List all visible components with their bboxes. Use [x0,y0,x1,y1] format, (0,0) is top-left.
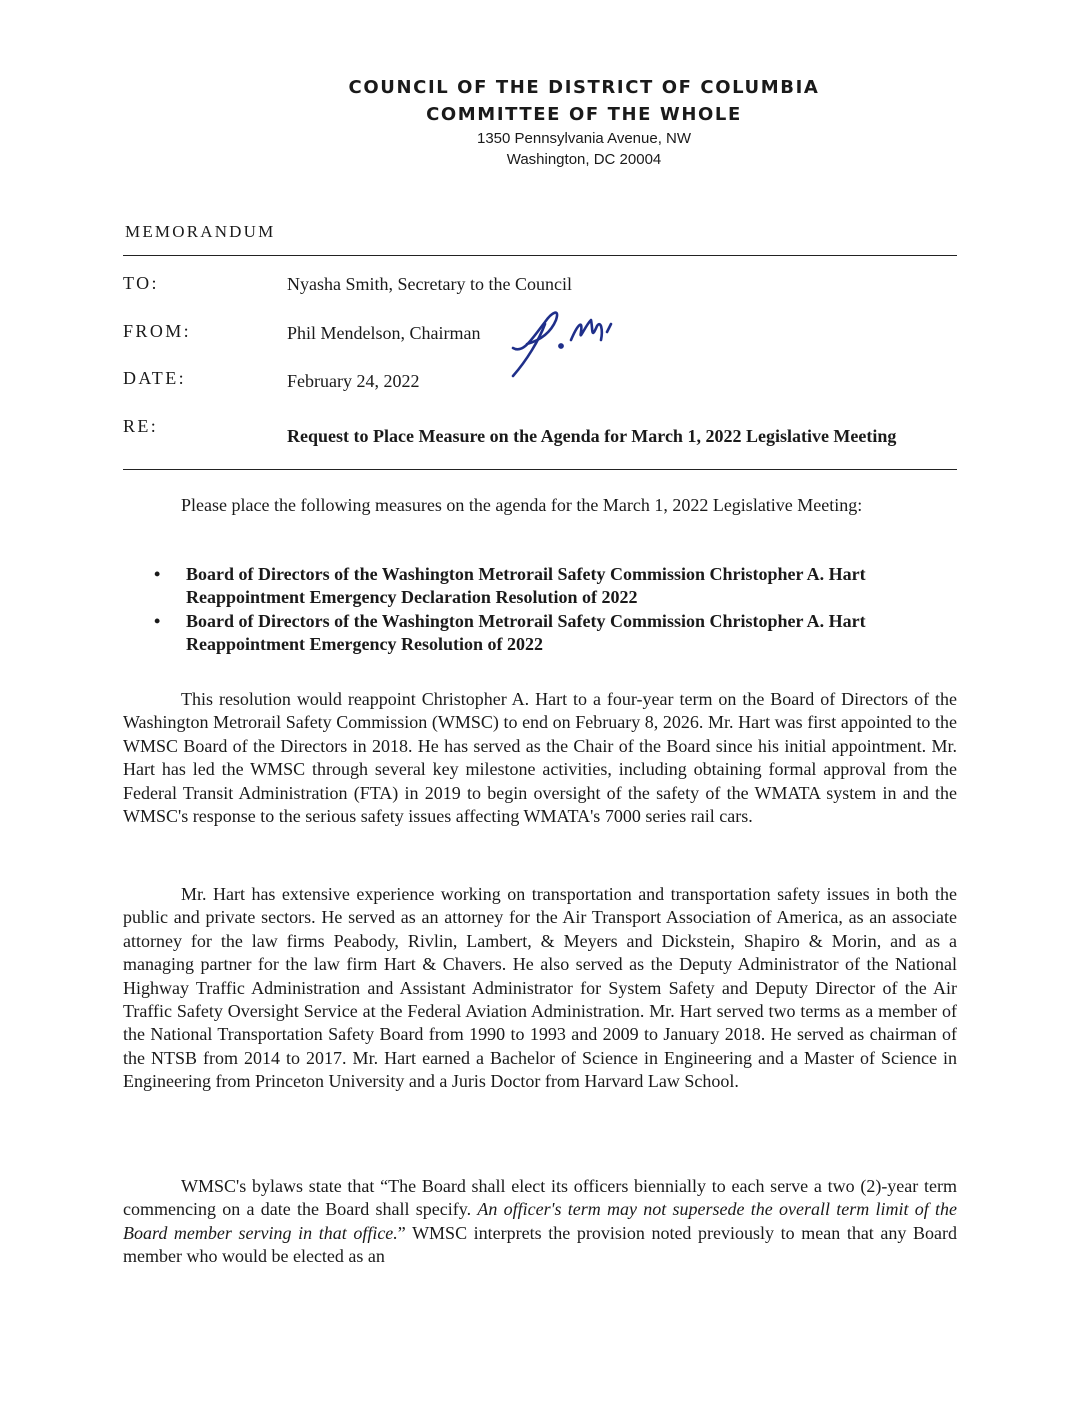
measure-title: Board of Directors of the Washington Metrorail Safety Commission Christopher A. Hart Reappointment Emergency Resolution of 2022 [186,611,866,654]
to-value: Nyasha Smith, Secretary to the Council [287,274,572,294]
committee-name: COMMITTEE OF THE WHOLE [426,104,742,125]
bullet-icon: • [154,611,161,631]
paragraph-text: ” WMSC interprets the provision noted previously to mean that any Board member who would be elected as an [123,1222,957,1267]
memorandum-label: MEMORANDUM [125,222,276,241]
list-item [150,610,958,656]
list-item [150,563,958,609]
paragraph-reappointment [123,688,957,828]
paragraph-text: This resolution would reappoint Christopher A. Hart to a four-year term on the Board of Directors of the Washington Metrorail Safety Commission (WMSC) to end on February 8, 2026. Mr. Hart was first appointed to the WMSC Board of the Directors in 2018. He has served as the Chair of the Board since his initial appointment. Mr. Hart has led the WMSC through several key milestone activities, including obtaining formal approval from the Federal Transit Administration (FTA) in 2019 to begin oversight of the safety of the WMATA system in and the WMSC's response to the serious safety issues affecting WMATA's 7000 series rail cars. [123,689,957,827]
header-top-rule [123,255,957,256]
paragraph-bylaws [123,1175,957,1269]
address-street: 1350 Pennsylvania Avenue, NW [476,130,692,147]
signature-initials [505,302,625,389]
paragraph-text: WMSC's bylaws state that “The Board shall elect its officers biennially to each serve a two (2)-year term commencing on a date the Board shall specify. [123,1176,957,1220]
paragraph-text: Mr. Hart has extensive experience working on transportation and transportation safety issues in both the public and private sectors. He served as an attorney for the Air Transport Association of America, as an associate attorney for the law firms Peabody, Rivlin, Lambert, & Meyers and Dickstein, Shapiro & Morin, and as a managing partner for the law firm Hart & Chavers. He also served as the Deputy Administrator of the National Highway Traffic Administration and Assistant Administrator for System Safety and Deputy Director of the Air Traffic Safety Oversight Service at the Federal Aviation Administration. Mr. Hart served two terms as a member of the National Transportation Safety Board from 1990 to 1993 and 2009 to January 2018. He served as chairman of the NTSB from 2014 to 2017. Mr. Hart earned a Bachelor of Science in Engineering and a Master of Science in Engineering from Princeton University and a Juris Doctor from Harvard Law School. [123,884,957,1092]
address-city: Washington, DC 20004 [506,151,662,168]
from-label: FROM: [123,321,192,341]
letterhead [0,74,1088,170]
bylaws-quote-italic: An officer's term may not supersede the overall term limit of the Board member serving in that office. [123,1199,958,1243]
intro-text: Please place the following measures on the agenda for the March 1, 2022 Legislative Meeting: [181,495,863,515]
re-value: Request to Place Measure on the Agenda for March 1, 2022 Legislative Meeting [287,426,897,446]
date-label: DATE: [123,368,186,388]
to-label: TO: [123,273,159,293]
paragraph-experience [123,883,957,1094]
header-bottom-rule [123,469,957,470]
bullet-icon: • [154,564,161,584]
date-value: February 24, 2022 [287,371,420,391]
from-value: Phil Mendelson, Chairman [287,323,481,343]
re-label: RE: [123,416,159,436]
intro-paragraph [123,494,957,517]
measure-title: Board of Directors of the Washington Metrorail Safety Commission Christopher A. Hart Reappointment Emergency Declaration Resolution of 2022 [186,564,866,607]
council-name: COUNCIL OF THE DISTRICT OF COLUMBIA [348,77,820,98]
measures-list [150,563,958,657]
